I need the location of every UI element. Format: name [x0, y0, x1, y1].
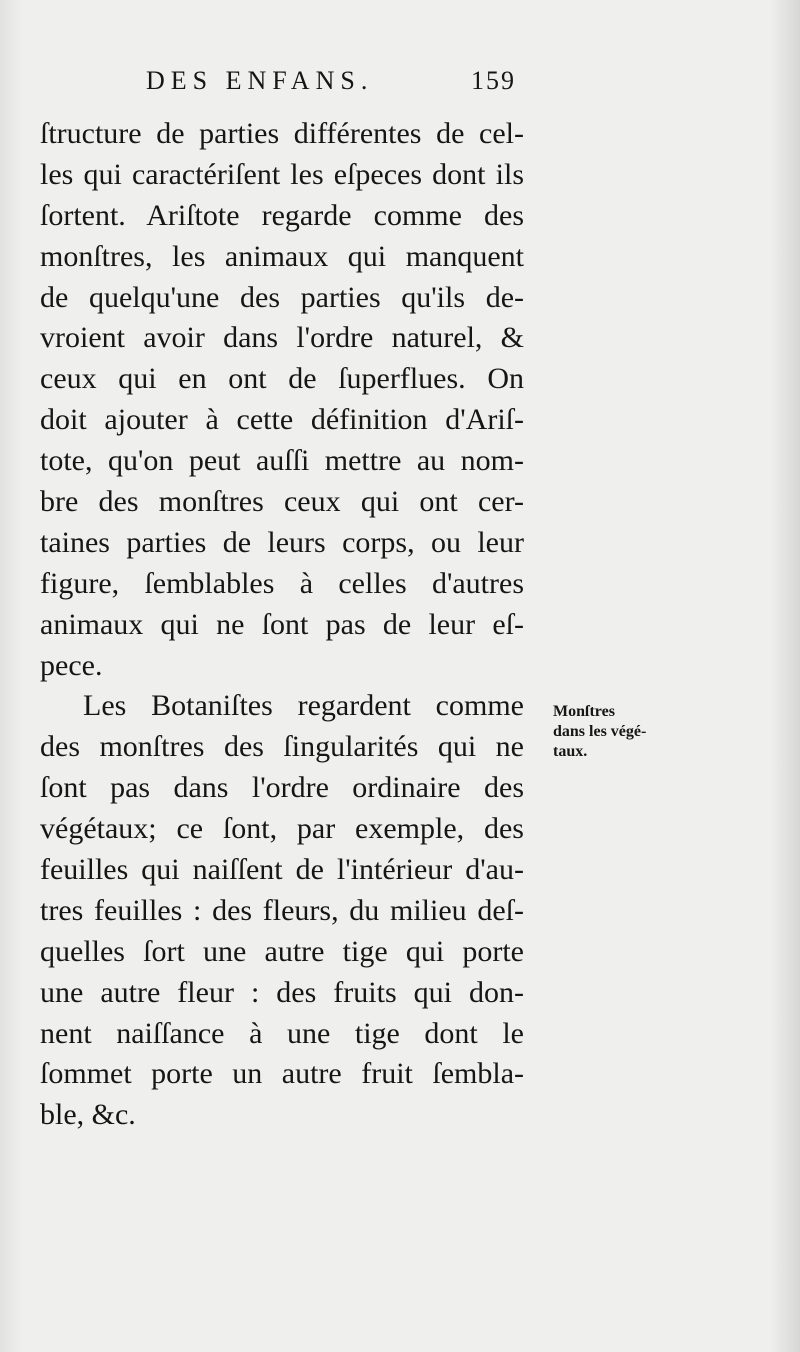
page-number: 159 [471, 66, 516, 95]
margin-note-line: taux. [553, 743, 588, 760]
text-line: Les Botaniſtes regardent comme [83, 689, 524, 723]
text-line: les qui caractériſent les eſpeces dont ils [40, 157, 524, 191]
body-text [40, 114, 524, 1136]
margin-note [553, 702, 663, 762]
text-line: taines parties de leurs corps, ou leur [40, 525, 524, 559]
paragraph-1 [40, 114, 524, 686]
text-line: tres feuilles : des fleurs, du milieu deſ- [40, 893, 524, 927]
text-line: ceux qui en ont de ſuperflues. On [40, 362, 524, 396]
text-line: ſont pas dans l'ordre ordinaire des [40, 771, 524, 805]
text-line: vroient avoir dans l'ordre naturel, & [40, 321, 524, 355]
text-line: ble, &c. [40, 1098, 136, 1132]
text-line: feuilles qui naiſſent de l'intérieur d'au- [40, 853, 524, 887]
text-line: de quelqu'une des parties qu'ils de- [40, 280, 524, 314]
text-line: ſommet porte un autre fruit ſembla- [40, 1057, 524, 1091]
text-line: animaux qui ne ſont pas de leur eſ- [40, 607, 524, 641]
paragraph-2 [40, 686, 524, 1136]
text-line: pece. [40, 648, 103, 682]
text-line: monſtres, les animaux qui manquent [40, 239, 524, 273]
text-line: figure, ſemblables à celles d'autres [40, 566, 524, 600]
text-line: ſtructure de parties différentes de cel- [40, 117, 524, 150]
text-line: ſortent. Ariſtote regarde comme des [40, 198, 524, 232]
text-line: végétaux; ce ſont, par exemple, des [40, 812, 524, 846]
text-line: bre des monſtres ceux qui ont cer- [40, 485, 524, 519]
page-edge-shadow-right [770, 0, 800, 1352]
text-line: des monſtres des ſingularités qui ne [40, 730, 524, 764]
margin-note-line: Monſtres [553, 703, 615, 720]
text-line: tote, qu'on peut auſſi mettre au nom- [40, 444, 524, 478]
text-line: quelles ſort une autre tige qui porte [40, 934, 524, 968]
page-edge-shadow-left [0, 0, 22, 1352]
text-line: une autre fleur : des fruits qui don- [40, 975, 524, 1009]
text-line: doit ajouter à cette définition d'Ariſ- [40, 403, 524, 437]
margin-note-line: dans les végé- [553, 723, 647, 740]
running-head [146, 66, 516, 106]
text-line: nent naiſſance à une tige dont le [40, 1016, 524, 1050]
running-title: DES ENFANS. [146, 66, 374, 95]
